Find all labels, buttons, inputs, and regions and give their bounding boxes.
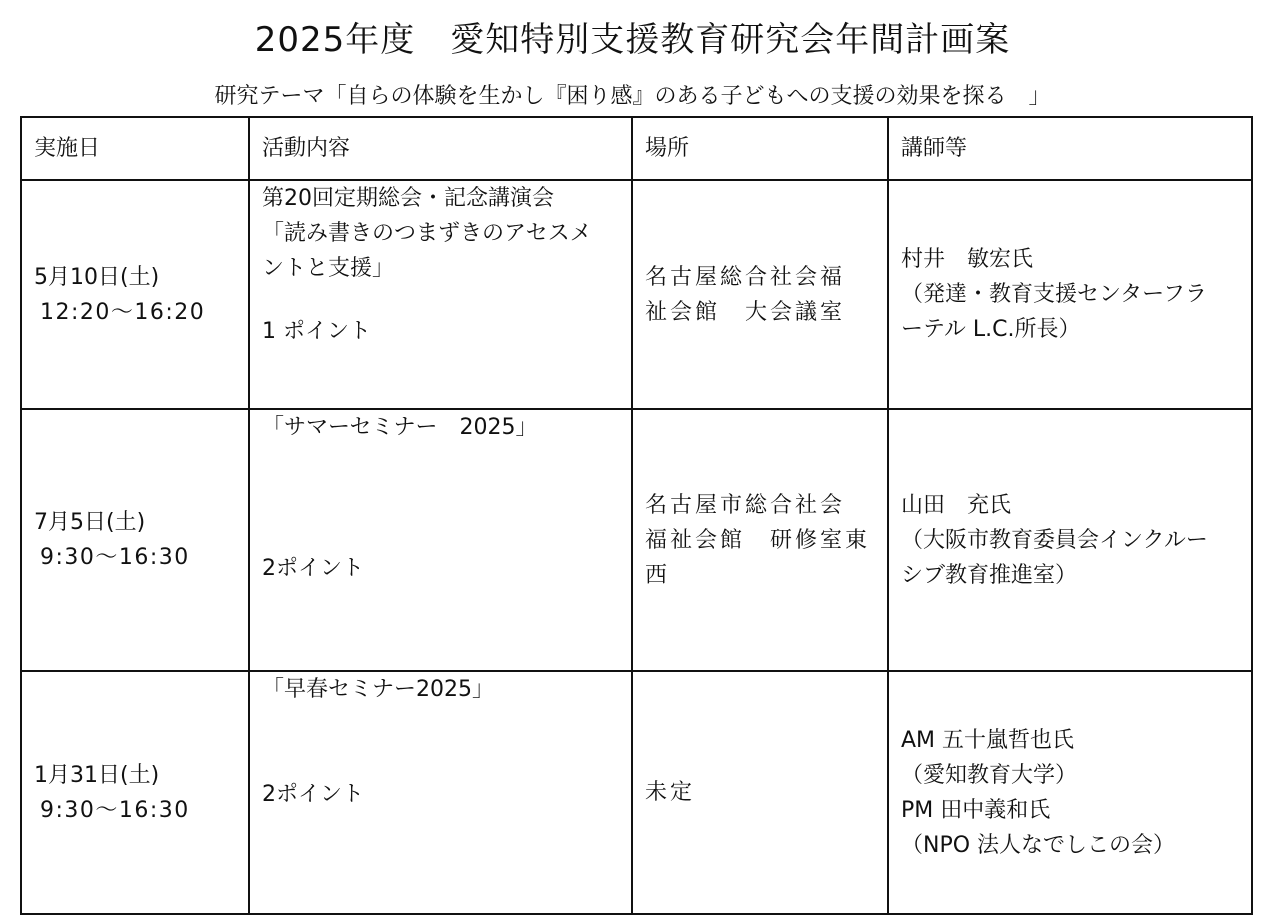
table-row: [21, 409, 1252, 671]
place-cell: [632, 180, 888, 409]
date-cell: [21, 671, 249, 914]
event-date: 7月5日(土): [34, 510, 146, 535]
event-time: 9:30〜16:30: [40, 797, 190, 823]
header-activity: 活動内容: [249, 117, 632, 180]
points-label: 2ポイント: [262, 556, 364, 581]
lecturer-line: （発達・教育支援センターフラ: [901, 282, 1208, 307]
place-line: 名古屋市総合社会: [645, 492, 846, 518]
activity-cell: [249, 180, 632, 409]
activity-line: ントと支援」: [262, 256, 395, 281]
table-header-row: [21, 117, 1252, 180]
place-line: 福祉会館 研修室東: [645, 527, 871, 553]
activity-line: 「サマーセミナー 2025」: [262, 415, 538, 440]
points-label: 1 ポイント: [262, 319, 371, 344]
header-place: 場所: [632, 117, 888, 180]
event-time: 12:20〜16:20: [40, 299, 206, 325]
place-line: 名古屋総合社会福: [645, 264, 846, 290]
place-line: 祉会館 大会議室: [645, 299, 846, 325]
event-date: 5月10日(土): [34, 264, 160, 290]
table-row: [21, 671, 1252, 914]
lecturer-cell: [888, 671, 1252, 914]
table-row: [21, 180, 1252, 409]
lecturer-line: PM 田中義和氏: [901, 797, 1051, 823]
lecturer-line: シブ教育推進室）: [901, 562, 1078, 588]
event-time: 9:30〜16:30: [40, 545, 190, 570]
activity-line: 第20回定期総会・記念講演会: [262, 186, 554, 211]
place-line: 西: [645, 562, 671, 588]
place-cell: [632, 409, 888, 671]
header-lecturer: 講師等: [888, 117, 1252, 180]
lecturer-line: （NPO 法人なでしこの会）: [901, 832, 1176, 858]
activity-line: 「読み書きのつまずきのアセスメ: [262, 221, 592, 246]
event-date: 1月31日(土): [34, 762, 160, 788]
research-theme: 研究テーマ「自らの体験を生かし『困り感』のある子どもへの支援の効果を探る 」: [214, 84, 1051, 109]
activity-cell: [249, 671, 632, 914]
activity-line: 「早春セミナー2025」: [262, 677, 494, 702]
lecturer-cell: [888, 180, 1252, 409]
place-cell: [632, 671, 888, 914]
points-label: 2ポイント: [262, 782, 364, 807]
document-title: 2025年度 愛知特別支援教育研究会年間計画案: [254, 20, 1011, 60]
lecturer-cell: [888, 409, 1252, 671]
lecturer-line: 村井 敏宏氏: [901, 247, 1034, 272]
lecturer-line: 山田 充氏: [901, 492, 1012, 518]
annual-plan-table: [20, 116, 1253, 915]
lecturer-line: ーテル L.C.所長）: [901, 317, 1081, 342]
date-cell: [21, 180, 249, 409]
place-line: 未定: [645, 780, 696, 805]
header-date: 実施日: [21, 117, 249, 180]
date-cell: [21, 409, 249, 671]
lecturer-line: （大阪市教育委員会インクルー: [901, 527, 1208, 553]
lecturer-line: AM 五十嵐哲也氏: [901, 727, 1075, 753]
activity-cell: [249, 409, 632, 671]
lecturer-line: （愛知教育大学）: [901, 762, 1078, 788]
